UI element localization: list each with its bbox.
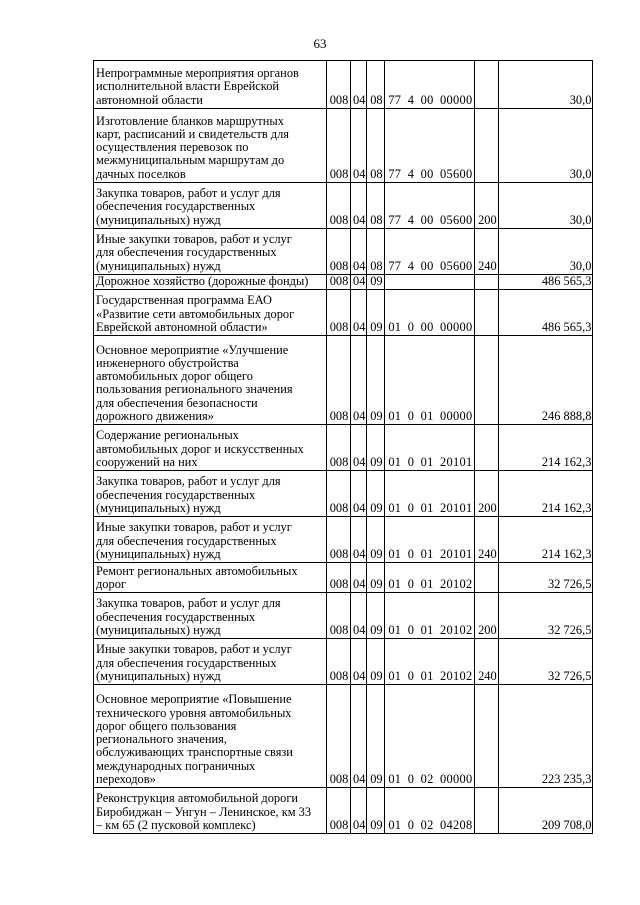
section-code-cell: 04	[351, 563, 367, 593]
row-name-cell: Иные закупки товаров, работ и услуг для обеспечения государственных (муниципальных) нужд	[94, 229, 327, 275]
table-row	[94, 788, 593, 834]
table-row	[94, 685, 593, 788]
row-name-cell: Закупка товаров, работ и услуг для обеспечения государственных (муниципальных) нужд	[94, 183, 327, 229]
expense-type-cell	[475, 275, 499, 290]
section-code-cell: 04	[351, 593, 367, 639]
row-name-cell: Закупка товаров, работ и услуг для обеспечения государственных (муниципальных) нужд	[94, 471, 327, 517]
expense-type-cell	[475, 109, 499, 183]
ved-code-cell: 008	[327, 788, 351, 834]
subsection-code-cell: 09	[367, 290, 385, 336]
table-row	[94, 229, 593, 275]
row-name-cell: Дорожное хозяйство (дорожные фонды)	[94, 275, 327, 290]
budget-table-body	[94, 61, 593, 834]
expense-type-cell	[475, 425, 499, 471]
target-article-cell: 01 0 00 00000	[385, 290, 475, 336]
row-name-cell: Ремонт региональных автомобильных дорог	[94, 563, 327, 593]
section-code-cell: 04	[351, 685, 367, 788]
row-name-cell: Реконструкция автомобильной дороги Биробиджан – Унгун – Ленинское, км 33 – км 65 (2 пусковой комплекс)	[94, 788, 327, 834]
section-code-cell: 04	[351, 425, 367, 471]
amount-cell: 30,0	[499, 229, 593, 275]
ved-code-cell: 008	[327, 639, 351, 685]
expense-type-cell	[475, 336, 499, 425]
section-code-cell: 04	[351, 183, 367, 229]
section-code-cell: 04	[351, 290, 367, 336]
subsection-code-cell: 08	[367, 229, 385, 275]
expense-type-cell	[475, 685, 499, 788]
amount-cell: 30,0	[499, 183, 593, 229]
section-code-cell: 04	[351, 336, 367, 425]
table-row	[94, 275, 593, 290]
row-name-cell: Закупка товаров, работ и услуг для обеспечения государственных (муниципальных) нужд	[94, 593, 327, 639]
amount-cell: 32 726,5	[499, 639, 593, 685]
expense-type-cell	[475, 290, 499, 336]
expense-type-cell: 200	[475, 183, 499, 229]
target-article-cell: 01 0 02 00000	[385, 685, 475, 788]
expense-type-cell: 240	[475, 229, 499, 275]
target-article-cell: 01 0 02 04208	[385, 788, 475, 834]
ved-code-cell: 008	[327, 290, 351, 336]
ved-code-cell: 008	[327, 61, 351, 109]
target-article-cell	[385, 275, 475, 290]
target-article-cell: 01 0 01 20101	[385, 517, 475, 563]
amount-cell: 214 162,3	[499, 471, 593, 517]
target-article-cell: 77 4 00 00000	[385, 61, 475, 109]
section-code-cell: 04	[351, 61, 367, 109]
ved-code-cell: 008	[327, 517, 351, 563]
ved-code-cell: 008	[327, 425, 351, 471]
expense-type-cell	[475, 563, 499, 593]
table-row	[94, 517, 593, 563]
subsection-code-cell: 09	[367, 685, 385, 788]
target-article-cell: 01 0 01 20101	[385, 471, 475, 517]
page-number: 63	[313, 36, 327, 51]
expense-type-cell: 240	[475, 639, 499, 685]
section-code-cell: 04	[351, 788, 367, 834]
subsection-code-cell: 09	[367, 275, 385, 290]
subsection-code-cell: 09	[367, 639, 385, 685]
amount-cell: 223 235,3	[499, 685, 593, 788]
amount-cell: 209 708,0	[499, 788, 593, 834]
amount-cell: 214 162,3	[499, 517, 593, 563]
ved-code-cell: 008	[327, 593, 351, 639]
row-name-cell: Иные закупки товаров, работ и услуг для обеспечения государственных (муниципальных) нужд	[94, 517, 327, 563]
expense-type-cell: 200	[475, 593, 499, 639]
row-name-cell: Содержание региональных автомобильных дорог и искусственных сооружений на них	[94, 425, 327, 471]
section-code-cell: 04	[351, 517, 367, 563]
target-article-cell: 01 0 01 20101	[385, 425, 475, 471]
ved-code-cell: 008	[327, 685, 351, 788]
row-name-cell: Государственная программа ЕАО «Развитие сети автомобильных дорог Еврейской автономной области»	[94, 290, 327, 336]
section-code-cell: 04	[351, 275, 367, 290]
amount-cell: 246 888,8	[499, 336, 593, 425]
row-name-cell: Основное мероприятие «Улучшение инженерного обустройства автомобильных дорог общего пользования регионального значения для обеспечения безопасности дорожного движения»	[94, 336, 327, 425]
ved-code-cell: 008	[327, 471, 351, 517]
amount-cell: 32 726,5	[499, 563, 593, 593]
expense-type-cell: 240	[475, 517, 499, 563]
subsection-code-cell: 09	[367, 563, 385, 593]
target-article-cell: 01 0 01 20102	[385, 593, 475, 639]
target-article-cell: 01 0 01 20102	[385, 563, 475, 593]
amount-cell: 30,0	[499, 109, 593, 183]
subsection-code-cell: 09	[367, 425, 385, 471]
subsection-code-cell: 09	[367, 336, 385, 425]
table-row	[94, 109, 593, 183]
target-article-cell: 77 4 00 05600	[385, 183, 475, 229]
expense-type-cell	[475, 61, 499, 109]
table-row	[94, 563, 593, 593]
row-name-cell: Иные закупки товаров, работ и услуг для обеспечения государственных (муниципальных) нужд	[94, 639, 327, 685]
ved-code-cell: 008	[327, 275, 351, 290]
section-code-cell: 04	[351, 109, 367, 183]
table-row	[94, 290, 593, 336]
subsection-code-cell: 08	[367, 183, 385, 229]
row-name-cell: Непрограммные мероприятия органов исполнительной власти Еврейской автономной области	[94, 61, 327, 109]
ved-code-cell: 008	[327, 109, 351, 183]
amount-cell: 32 726,5	[499, 593, 593, 639]
expense-type-cell: 200	[475, 471, 499, 517]
budget-table	[93, 60, 593, 834]
ved-code-cell: 008	[327, 229, 351, 275]
amount-cell: 214 162,3	[499, 425, 593, 471]
subsection-code-cell: 09	[367, 593, 385, 639]
subsection-code-cell: 09	[367, 517, 385, 563]
target-article-cell: 01 0 01 20102	[385, 639, 475, 685]
row-name-cell: Основное мероприятие «Повышение технического уровня автомобильных дорог общего пользования регионального значения, обслуживающих транспортные связи международных пограничных переходов»	[94, 685, 327, 788]
target-article-cell: 77 4 00 05600	[385, 229, 475, 275]
section-code-cell: 04	[351, 471, 367, 517]
amount-cell: 486 565,3	[499, 290, 593, 336]
table-row	[94, 61, 593, 109]
target-article-cell: 01 0 01 00000	[385, 336, 475, 425]
table-row	[94, 183, 593, 229]
subsection-code-cell: 08	[367, 61, 385, 109]
table-row	[94, 639, 593, 685]
target-article-cell: 77 4 00 05600	[385, 109, 475, 183]
subsection-code-cell: 08	[367, 109, 385, 183]
expense-type-cell	[475, 788, 499, 834]
table-row	[94, 593, 593, 639]
amount-cell: 30,0	[499, 61, 593, 109]
row-name-cell: Изготовление бланков маршрутных карт, расписаний и свидетельств для осуществления перевозок по межмуниципальным маршрутам до дачных поселков	[94, 109, 327, 183]
ved-code-cell: 008	[327, 336, 351, 425]
section-code-cell: 04	[351, 229, 367, 275]
amount-cell: 486 565,3	[499, 275, 593, 290]
subsection-code-cell: 09	[367, 788, 385, 834]
ved-code-cell: 008	[327, 183, 351, 229]
section-code-cell: 04	[351, 639, 367, 685]
table-row	[94, 425, 593, 471]
subsection-code-cell: 09	[367, 471, 385, 517]
table-row	[94, 471, 593, 517]
table-row	[94, 336, 593, 425]
ved-code-cell: 008	[327, 563, 351, 593]
